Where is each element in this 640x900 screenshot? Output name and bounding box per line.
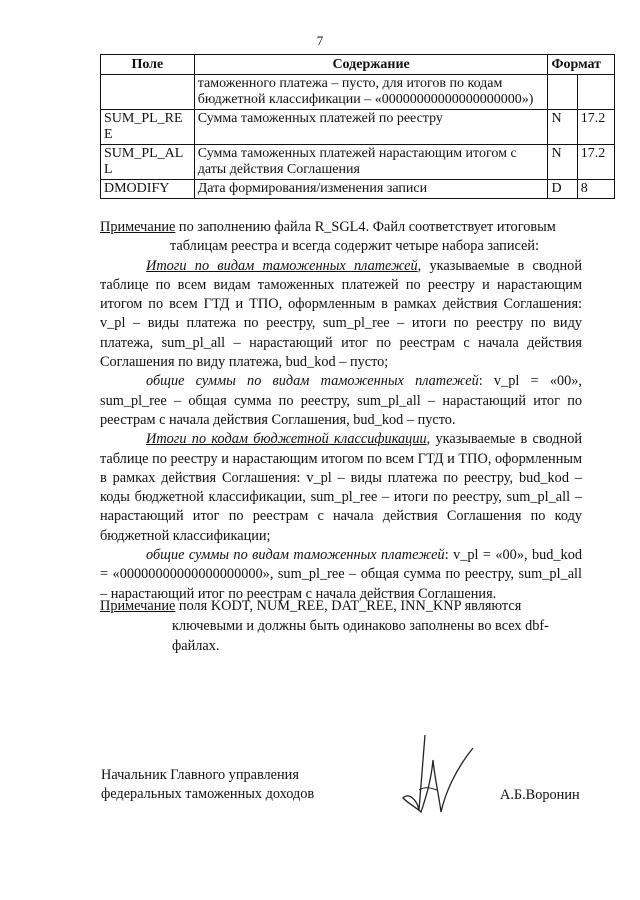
- handwritten-signature: [395, 730, 485, 825]
- paragraph-totals-by-type: [100, 257, 582, 373]
- paragraph-general-sums: [100, 372, 582, 430]
- fields-table: [100, 54, 615, 199]
- table-cell-size: 8: [577, 180, 614, 199]
- paragraph-heading: общие суммы по видам таможенных платежей: [146, 547, 445, 564]
- paragraph-heading: Итоги по видам таможенных платежей: [146, 257, 418, 274]
- signatory-position: [101, 766, 314, 804]
- table-header-row: [101, 55, 615, 75]
- note-key-fields: [100, 596, 582, 656]
- table-cell-size: 17.2: [577, 110, 614, 145]
- table-cell-field: SUM_PL_REE: [101, 110, 195, 145]
- signatory-name: А.Б.Воронин: [500, 787, 580, 803]
- note-line1: поля KODT, NUM_REE, DAT_REE, INN_KNP являются: [175, 598, 522, 614]
- position-line2: федеральных таможенных доходов: [101, 786, 315, 802]
- table-cell-field: SUM_PL_ALL: [101, 145, 195, 180]
- page-number: 7: [316, 33, 324, 48]
- note-label: Примечание: [100, 598, 176, 614]
- table-cell-type: D: [548, 180, 577, 199]
- table-cell-content: таможенного платежа – пусто, для итогов по кодам бюджетной классификации – «00000000000000000000»): [194, 75, 548, 110]
- table-cell-type: N: [548, 145, 577, 180]
- table-cell-type: [548, 75, 577, 110]
- note-line2: таблицам реестра и всегда содержит четыре набора записей:: [170, 238, 539, 255]
- position-line1: Начальник Главного управления: [101, 767, 299, 783]
- table-cell-size: [577, 75, 614, 110]
- table-row: [101, 75, 615, 110]
- header-field: Поле: [101, 55, 195, 75]
- header-content: Содержание: [194, 55, 548, 75]
- table-cell-content: Сумма таможенных платежей по реестру: [194, 110, 548, 145]
- table-cell-field: DMODIFY: [101, 180, 195, 199]
- paragraph-totals-by-budget-code: [100, 430, 582, 546]
- table-cell-size: 17.2: [577, 145, 614, 180]
- paragraph-text: : v_pl = «00», bud_kod = «00000000000000000000», sum_pl_ree – общая сумма по реестру, sum_pl_all – нарастающий итог по реестрам с начала действия Соглашения.: [100, 547, 582, 602]
- table-cell-content: Дата формирования/изменения записи: [194, 180, 548, 199]
- table-cell-field: [101, 75, 195, 110]
- paragraph-text: , указываемые в сводной таблице по реестру и нарастающим итогом по всем ГТД и ТПО, оформленным в рамках действия Соглашения: v_pl – виды платежа по реестру, bud_kod – коды бюджетной классификации, sum_pl_ree – итоги по реестру, sum_pl_all – нарастающий итог по реестрам с начала действия Соглашения по коду бюджетной классификации;: [100, 431, 582, 544]
- note-line2: ключевыми и должны быть одинаково заполнены во всех dbf-файлах.: [172, 618, 549, 654]
- paragraph-heading: Итоги по кодам бюджетной классификации: [146, 431, 427, 448]
- note-line1: по заполнению файла R_SGL4. Файл соответствует итоговым: [175, 219, 556, 235]
- table-cell-content: Сумма таможенных платежей нарастающим итогом с даты действия Соглашения: [194, 145, 548, 180]
- note-r-sgl4: [100, 218, 582, 604]
- table-row: [101, 110, 615, 145]
- table-row: [101, 180, 615, 199]
- note-label: Примечание: [100, 219, 176, 235]
- paragraph-heading: общие суммы по видам таможенных платежей: [146, 373, 479, 390]
- paragraph-text: , указываемые в сводной таблице по всем видам таможенных платежей по реестру и нарастающим итогом по всем ГТД и ТПО, оформленным в рамках действия Соглашения: v_pl – виды платежа по реестру, sum_pl_ree – итоги по реестру по виду платежа, sum_pl_all – нарастающий итог по реестрам с начала действия Соглашения по виду платежа, bud_kod – пусто;: [100, 257, 582, 371]
- paragraph-text: : v_pl = «00», sum_pl_ree – общая сумма по реестру, sum_pl_all – нарастающий итог по реестрам с начала действия Соглашения, bud_kod – пусто.: [100, 373, 582, 428]
- header-format: Формат: [548, 55, 615, 75]
- table-cell-type: N: [548, 110, 577, 145]
- table-row: [101, 145, 615, 180]
